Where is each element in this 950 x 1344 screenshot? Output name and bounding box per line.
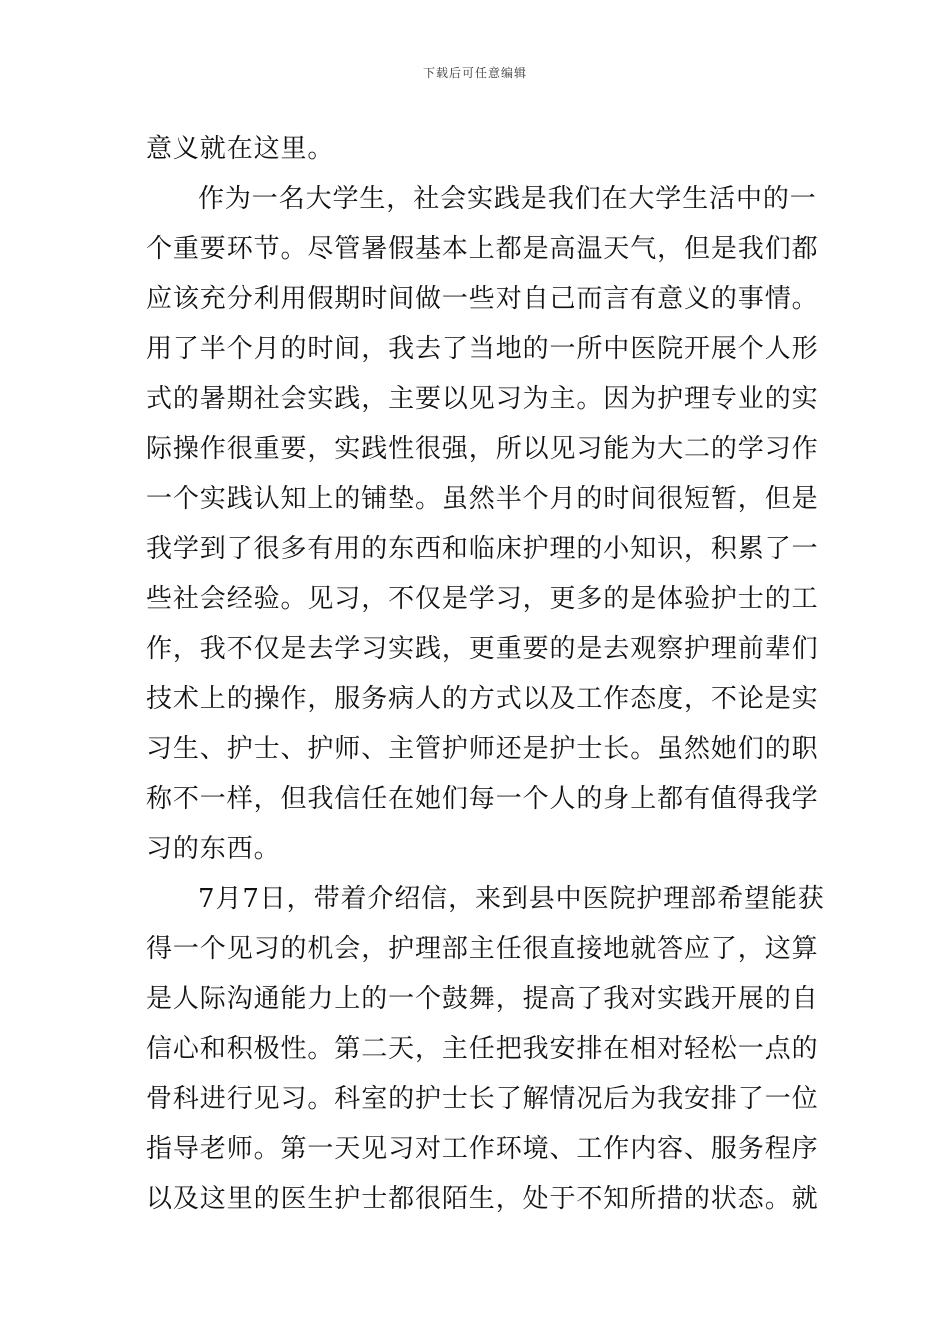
- text-line: 是人际沟通能力上的一个鼓舞，提高了我对实践开展的自: [146, 984, 819, 1014]
- text-line: 信心和积极性。第二天，主任把我安排在相对轻松一点的: [146, 1034, 819, 1064]
- text-line: 称不一样，但我信任在她们每一个人的身上都有值得我学: [146, 784, 819, 814]
- text-line: 应该充分利用假期时间做一些对自己而言有意义的事情。: [146, 284, 819, 314]
- page-header: 下载后可任意编辑: [422, 66, 527, 80]
- text-line: 习的东西。: [146, 834, 281, 864]
- text-line: 际操作很重要，实践性很强，所以见习能为大二的学习作: [146, 434, 819, 464]
- text-line: 得一个见习的机会，护理部主任很直接地就答应了，这算: [146, 934, 819, 964]
- text-line: 意义就在这里。: [146, 134, 335, 164]
- text-line: 7月7日，带着介绍信，来到县中医院护理部希望能获: [198, 884, 825, 914]
- text-line: 骨科进行见习。科室的护士长了解情况后为我安排了一位: [146, 1084, 819, 1114]
- text-line: 作，我不仅是去学习实践，更重要的是去观察护理前辈们: [146, 634, 819, 664]
- text-line: 个重要环节。尽管暑假基本上都是高温天气，但是我们都: [146, 234, 819, 264]
- text-line: 技术上的操作，服务病人的方式以及工作态度，不论是实: [146, 684, 819, 714]
- text-line: 一个实践认知上的铺垫。虽然半个月的时间很短暂，但是: [146, 484, 819, 514]
- text-line: 些社会经验。见习，不仅是学习，更多的是体验护士的工: [146, 584, 819, 614]
- text-line: 用了半个月的时间，我去了当地的一所中医院开展个人形: [146, 334, 819, 364]
- text-line: 作为一名大学生，社会实践是我们在大学生活中的一: [198, 184, 817, 214]
- text-line: 以及这里的医生护士都很陌生，处于不知所措的状态。就: [146, 1184, 819, 1214]
- text-line: 我学到了很多有用的东西和临床护理的小知识，积累了一: [146, 534, 819, 564]
- text-line: 式的暑期社会实践，主要以见习为主。因为护理专业的实: [146, 384, 819, 414]
- text-line: 习生、护士、护师、主管护师还是护士长。虽然她们的职: [146, 734, 819, 764]
- text-line: 指导老师。第一天见习对工作环境、工作内容、服务程序: [146, 1134, 819, 1164]
